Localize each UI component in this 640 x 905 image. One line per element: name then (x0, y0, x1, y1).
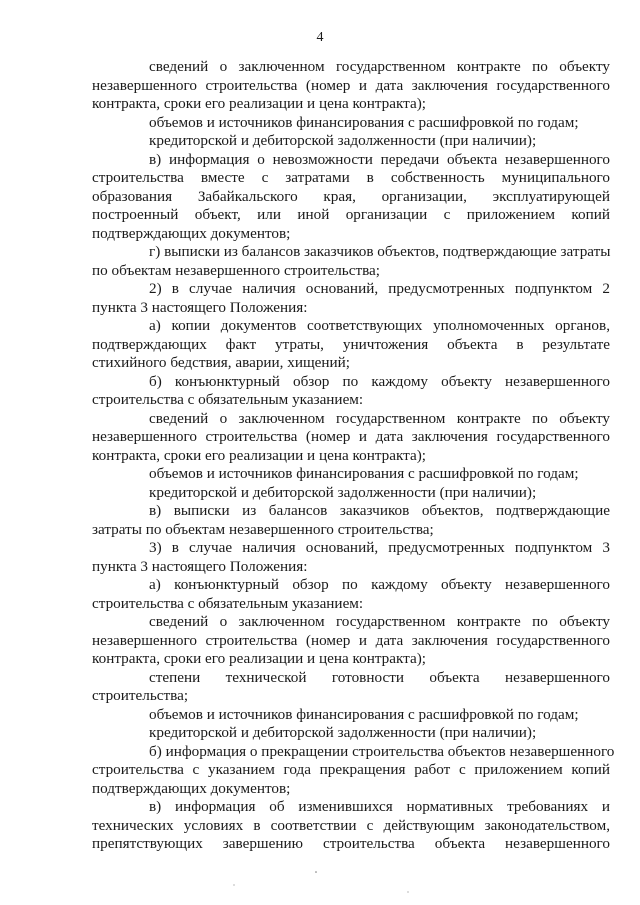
document-body (92, 58, 615, 854)
text-line: б) конъюнктурный обзор по каждому объекту незавершенного (149, 372, 610, 390)
text-line: объемов и источников финансирования с расшифровкой по годам; (149, 465, 579, 482)
text-line: а) конъюнктурный обзор по каждому объекту незавершенного (149, 576, 610, 593)
text-line: строительства с указанием года прекращения работ с приложением копий (92, 761, 610, 778)
text-line: по объектам незавершенного строительства; (92, 261, 381, 279)
text-line: незавершенного строительства (номер и дата заключения государственного (92, 76, 610, 94)
text-line: кредиторской и дебиторской задолженности (при наличии); (149, 483, 537, 501)
text-line: строительства с обязательным указанием: (92, 391, 364, 408)
text-line: г) выписки из балансов заказчиков объектов, подтверждающие затраты (149, 243, 611, 260)
text-line: незавершенного строительства (номер и дата заключения государственного (92, 631, 610, 649)
text-line: технических условиях в соответствии с действующим законодательством, (92, 816, 610, 834)
text-line: объемов и источников финансирования с расшифровкой по годам; (149, 705, 579, 723)
text-line: контракта, сроки его реализации и цена контракта); (92, 650, 427, 667)
text-line: затраты по объектам незавершенного строительства; (92, 520, 434, 538)
text-line: объемов и источников финансирования с расшифровкой по годам; (149, 113, 579, 131)
text-line: в) информация о невозможности передачи объекта незавершенного (149, 150, 610, 168)
text-line: строительства с обязательным указанием: (92, 594, 364, 612)
text-line: стихийного бедствия, аварии, хищений; (92, 354, 351, 371)
text-line: степени технической готовности объекта незавершенного (149, 668, 610, 686)
text-line: контракта, сроки его реализации и цена контракта); (92, 446, 427, 464)
text-line: подтверждающих документов; (92, 224, 291, 242)
scan-speck (233, 884, 234, 885)
text-line: сведений о заключенном государственном контракте по объекту (149, 409, 610, 427)
text-line: б) информация о прекращении строительства объектов незавершенного (149, 742, 615, 760)
text-line: в) выписки из балансов заказчиков объектов, подтверждающие (149, 502, 610, 519)
text-line: подтверждающих документов; (92, 779, 291, 797)
text-line: подтверждающих факт утраты, уничтожения объекта в результате (92, 335, 610, 353)
text-line: образования Забайкальского края, организации, эксплуатирующей (92, 187, 610, 205)
text-line: кредиторской и дебиторской задолженности (при наличии); (149, 132, 537, 149)
scan-speck (407, 891, 408, 892)
text-line: построенный объект, или иной организации с приложением копий (92, 206, 610, 223)
text-line: кредиторской и дебиторской задолженности (при наличии); (149, 724, 537, 741)
text-line: контракта, сроки его реализации и цена контракта); (92, 95, 427, 112)
text-line: в) информация об изменившихся нормативных требованиях и (149, 798, 610, 815)
text-line: 2) в случае наличия оснований, предусмотренных подпунктом 2 (149, 280, 610, 297)
text-line: препятствующих завершению строительства объекта незавершенного (92, 835, 610, 852)
text-line: а) копии документов соответствующих уполномоченных органов, (149, 317, 610, 334)
text-line: строительства вместе с затратами в собственность муниципального (92, 169, 610, 186)
scan-speck (315, 871, 317, 873)
text-line: 3) в случае наличия оснований, предусмотренных подпунктом 3 (149, 539, 610, 556)
text-line: строительства; (92, 687, 189, 704)
text-line: сведений о заключенном государственном контракте по объекту (149, 613, 610, 630)
text-line: незавершенного строительства (номер и дата заключения государственного (92, 428, 610, 445)
text-line: пункта 3 настоящего Положения: (92, 298, 308, 316)
text-line: сведений о заключенном государственном контракте по объекту (149, 58, 610, 75)
text-line: пункта 3 настоящего Положения: (92, 557, 308, 575)
page-number: 4 (316, 30, 324, 45)
